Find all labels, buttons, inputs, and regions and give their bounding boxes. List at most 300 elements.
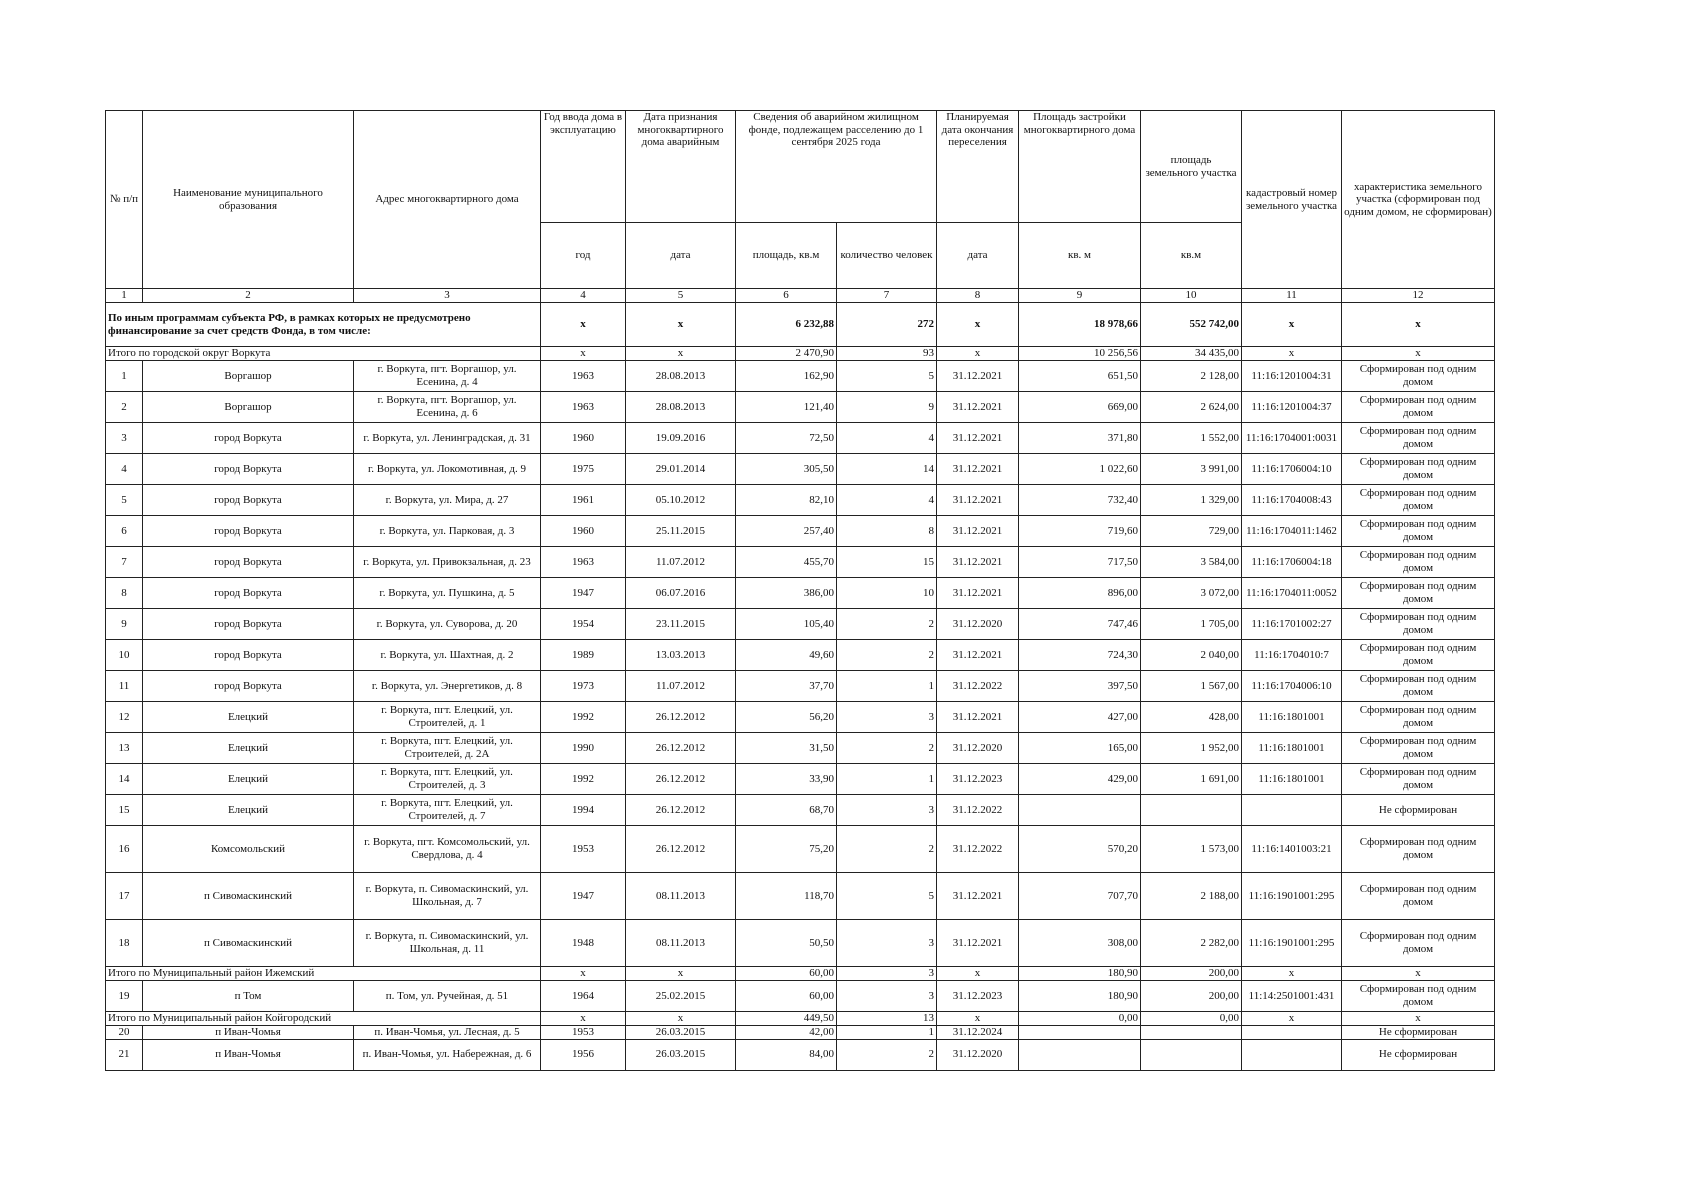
col-number: 4 [541, 289, 626, 303]
row-plan: 31.12.2021 [937, 516, 1019, 547]
row-build-area: 180,90 [1019, 981, 1141, 1012]
group-year: х [541, 967, 626, 981]
group-total-label: Итого по Муниципальный район Ижемский [106, 967, 541, 981]
row-build-area: 570,20 [1019, 826, 1141, 873]
header-municipality: Наименование муниципального образования [143, 111, 354, 289]
group-land: 200,00 [1141, 967, 1242, 981]
col-number: 5 [626, 289, 736, 303]
row-land-area [1141, 1026, 1242, 1040]
row-municipality: город Воркута [143, 547, 354, 578]
row-land-area: 428,00 [1141, 702, 1242, 733]
row-people: 4 [837, 423, 937, 454]
row-build-area: 747,46 [1019, 609, 1141, 640]
row-cadastral: 11:16:1704010:7 [1242, 640, 1342, 671]
row-land-area: 2 128,00 [1141, 361, 1242, 392]
row-year: 1948 [541, 920, 626, 967]
row-area: 75,20 [736, 826, 837, 873]
row-plan: 31.12.2022 [937, 671, 1019, 702]
row-build-area: 707,70 [1019, 873, 1141, 920]
group-people: 13 [837, 1012, 937, 1026]
group-area: 2 470,90 [736, 347, 837, 361]
group-total-label: Итого по Муниципальный район Койгородский [106, 1012, 541, 1026]
row-build-area: 308,00 [1019, 920, 1141, 967]
group-build: 180,90 [1019, 967, 1141, 981]
row-characteristic: Не сформирован [1342, 795, 1495, 826]
row-year: 1947 [541, 578, 626, 609]
row-plan: 31.12.2023 [937, 981, 1019, 1012]
row-address: г. Воркута, ул. Ленинградская, д. 31 [354, 423, 541, 454]
row-land-area: 1 691,00 [1141, 764, 1242, 795]
row-number: 7 [106, 547, 143, 578]
group-plan: х [937, 1012, 1019, 1026]
row-build-area: 1 022,60 [1019, 454, 1141, 485]
row-date: 26.12.2012 [626, 733, 736, 764]
table-row [106, 485, 1495, 516]
row-plan: 31.12.2021 [937, 423, 1019, 454]
row-number: 2 [106, 392, 143, 423]
col-number: 1 [106, 289, 143, 303]
row-cadastral: 11:16:1201004:31 [1242, 361, 1342, 392]
row-characteristic: Сформирован под одним домом [1342, 516, 1495, 547]
row-cadastral [1242, 1026, 1342, 1040]
header-num: № п/п [106, 111, 143, 289]
table-row [106, 392, 1495, 423]
table-row [106, 609, 1495, 640]
row-plan: 31.12.2021 [937, 361, 1019, 392]
table-row [106, 702, 1495, 733]
row-date: 26.12.2012 [626, 702, 736, 733]
row-land-area: 200,00 [1141, 981, 1242, 1012]
row-people: 3 [837, 920, 937, 967]
col-number: 12 [1342, 289, 1495, 303]
row-area: 49,60 [736, 640, 837, 671]
row-municipality: Воргашор [143, 392, 354, 423]
group-plan: х [937, 967, 1019, 981]
row-address: г. Воркута, пгт. Воргашор, ул. Есенина, д. 6 [354, 392, 541, 423]
row-plan: 31.12.2022 [937, 795, 1019, 826]
row-area: 31,50 [736, 733, 837, 764]
total-area: 6 232,88 [736, 303, 837, 347]
row-year: 1994 [541, 795, 626, 826]
row-date: 11.07.2012 [626, 547, 736, 578]
row-address: г. Воркута, ул. Парковая, д. 3 [354, 516, 541, 547]
row-people: 8 [837, 516, 937, 547]
table-row [106, 361, 1495, 392]
row-build-area [1019, 1026, 1141, 1040]
row-date: 23.11.2015 [626, 609, 736, 640]
row-municipality: Елецкий [143, 764, 354, 795]
row-plan: 31.12.2021 [937, 873, 1019, 920]
row-address: г. Воркута, ул. Мира, д. 27 [354, 485, 541, 516]
total-land: 552 742,00 [1141, 303, 1242, 347]
row-address: г. Воркута, ул. Энергетиков, д. 8 [354, 671, 541, 702]
row-people: 5 [837, 873, 937, 920]
row-date: 26.12.2012 [626, 826, 736, 873]
row-municipality: п Сивомаскинский [143, 920, 354, 967]
group-year: х [541, 347, 626, 361]
row-year: 1975 [541, 454, 626, 485]
row-plan: 31.12.2021 [937, 702, 1019, 733]
grand-total-row [106, 303, 1495, 347]
row-municipality: город Воркута [143, 516, 354, 547]
row-date: 19.09.2016 [626, 423, 736, 454]
row-land-area: 3 584,00 [1141, 547, 1242, 578]
row-date: 08.11.2013 [626, 920, 736, 967]
emergency-housing-table [105, 110, 1495, 1071]
row-characteristic: Сформирован под одним домом [1342, 764, 1495, 795]
row-number: 8 [106, 578, 143, 609]
row-date: 08.11.2013 [626, 873, 736, 920]
row-people: 2 [837, 640, 937, 671]
row-area: 455,70 [736, 547, 837, 578]
row-municipality: Елецкий [143, 733, 354, 764]
row-address: п. Иван-Чомья, ул. Набережная, д. 6 [354, 1039, 541, 1070]
row-characteristic: Сформирован под одним домом [1342, 640, 1495, 671]
row-plan: 31.12.2020 [937, 733, 1019, 764]
row-plan: 31.12.2024 [937, 1026, 1019, 1040]
total-characteristic: х [1342, 303, 1495, 347]
group-cadastral: х [1242, 1012, 1342, 1026]
row-land-area: 2 188,00 [1141, 873, 1242, 920]
group-cadastral: х [1242, 967, 1342, 981]
row-area: 105,40 [736, 609, 837, 640]
total-build: 18 978,66 [1019, 303, 1141, 347]
col-number: 9 [1019, 289, 1141, 303]
row-build-area: 165,00 [1019, 733, 1141, 764]
table-row [106, 640, 1495, 671]
row-address: п. Иван-Чомья, ул. Лесная, д. 5 [354, 1026, 541, 1040]
unit-date: дата [626, 223, 736, 289]
row-area: 60,00 [736, 981, 837, 1012]
row-area: 305,50 [736, 454, 837, 485]
table-row [106, 671, 1495, 702]
row-date: 26.03.2015 [626, 1026, 736, 1040]
row-land-area: 1 952,00 [1141, 733, 1242, 764]
row-year: 1963 [541, 392, 626, 423]
row-people: 2 [837, 826, 937, 873]
row-year: 1947 [541, 873, 626, 920]
grand-total-label: По иным программам субъекта РФ, в рамках которых не предусмотрено финансирование за счет средств Фонда, в том числе: [106, 303, 541, 347]
col-number: 2 [143, 289, 354, 303]
row-area: 82,10 [736, 485, 837, 516]
row-characteristic: Сформирован под одним домом [1342, 873, 1495, 920]
row-municipality: город Воркута [143, 578, 354, 609]
group-area: 449,50 [736, 1012, 837, 1026]
group-characteristic: х [1342, 347, 1495, 361]
row-build-area: 651,50 [1019, 361, 1141, 392]
row-build-area [1019, 1039, 1141, 1070]
row-build-area: 397,50 [1019, 671, 1141, 702]
group-land: 0,00 [1141, 1012, 1242, 1026]
row-cadastral: 11:16:1704011:0052 [1242, 578, 1342, 609]
row-build-area: 429,00 [1019, 764, 1141, 795]
group-characteristic: х [1342, 967, 1495, 981]
row-cadastral [1242, 795, 1342, 826]
row-cadastral: 11:16:1704011:1462 [1242, 516, 1342, 547]
total-date: х [626, 303, 736, 347]
row-plan: 31.12.2021 [937, 485, 1019, 516]
row-characteristic: Сформирован под одним домом [1342, 392, 1495, 423]
table-row [106, 423, 1495, 454]
row-address: г. Воркута, ул. Суворова, д. 20 [354, 609, 541, 640]
row-cadastral: 11:16:1701002:27 [1242, 609, 1342, 640]
row-people: 1 [837, 671, 937, 702]
row-plan: 31.12.2021 [937, 454, 1019, 485]
row-year: 1992 [541, 764, 626, 795]
row-date: 25.11.2015 [626, 516, 736, 547]
group-cadastral: х [1242, 347, 1342, 361]
row-number: 3 [106, 423, 143, 454]
table-body [106, 111, 1495, 1071]
row-date: 11.07.2012 [626, 671, 736, 702]
header-cadastral: кадастровый номер земельного участка [1242, 111, 1342, 289]
row-year: 1963 [541, 361, 626, 392]
group-characteristic: х [1342, 1012, 1495, 1026]
row-characteristic: Сформирован под одним домом [1342, 733, 1495, 764]
row-address: г. Воркута, п. Сивомаскинский, ул. Школьная, д. 7 [354, 873, 541, 920]
row-number: 20 [106, 1026, 143, 1040]
row-land-area: 3 991,00 [1141, 454, 1242, 485]
group-date: х [626, 1012, 736, 1026]
group-total-label: Итого по городской округ Воркута [106, 347, 541, 361]
row-date: 25.02.2015 [626, 981, 736, 1012]
row-characteristic: Сформирован под одним домом [1342, 826, 1495, 873]
row-date: 13.03.2013 [626, 640, 736, 671]
group-total-row [106, 347, 1495, 361]
header-row [106, 111, 1495, 223]
row-cadastral: 11:16:1401003:21 [1242, 826, 1342, 873]
row-municipality: город Воркута [143, 671, 354, 702]
row-build-area: 371,80 [1019, 423, 1141, 454]
row-year: 1960 [541, 423, 626, 454]
row-people: 2 [837, 1039, 937, 1070]
row-characteristic: Сформирован под одним домом [1342, 485, 1495, 516]
unit-kvm: кв.м [1141, 223, 1242, 289]
header-year-in: Год ввода дома в эксплуатацию [541, 111, 626, 223]
col-number: 7 [837, 289, 937, 303]
row-year: 1992 [541, 702, 626, 733]
row-cadastral: 11:16:1704008:43 [1242, 485, 1342, 516]
row-date: 29.01.2014 [626, 454, 736, 485]
group-land: 34 435,00 [1141, 347, 1242, 361]
row-date: 26.03.2015 [626, 1039, 736, 1070]
row-date: 28.08.2013 [626, 392, 736, 423]
row-people: 14 [837, 454, 937, 485]
row-year: 1961 [541, 485, 626, 516]
row-number: 9 [106, 609, 143, 640]
row-cadastral: 11:16:1706004:18 [1242, 547, 1342, 578]
table-row [106, 1039, 1495, 1070]
table-row [106, 795, 1495, 826]
row-plan: 31.12.2021 [937, 392, 1019, 423]
group-plan: х [937, 347, 1019, 361]
total-people: 272 [837, 303, 937, 347]
group-year: х [541, 1012, 626, 1026]
table-row [106, 578, 1495, 609]
row-year: 1989 [541, 640, 626, 671]
row-area: 118,70 [736, 873, 837, 920]
row-land-area: 729,00 [1141, 516, 1242, 547]
row-people: 3 [837, 795, 937, 826]
row-cadastral: 11:14:2501001:431 [1242, 981, 1342, 1012]
row-cadastral: 11:16:1201004:37 [1242, 392, 1342, 423]
row-date: 05.10.2012 [626, 485, 736, 516]
row-land-area [1141, 1039, 1242, 1070]
row-area: 37,70 [736, 671, 837, 702]
row-plan: 31.12.2021 [937, 640, 1019, 671]
row-characteristic: Сформирован под одним домом [1342, 981, 1495, 1012]
col-number: 8 [937, 289, 1019, 303]
row-people: 5 [837, 361, 937, 392]
row-area: 257,40 [736, 516, 837, 547]
row-number: 19 [106, 981, 143, 1012]
row-date: 28.08.2013 [626, 361, 736, 392]
group-total-row [106, 967, 1495, 981]
row-cadastral: 11:16:1801001 [1242, 764, 1342, 795]
row-year: 1956 [541, 1039, 626, 1070]
row-people: 3 [837, 702, 937, 733]
row-year: 1953 [541, 826, 626, 873]
row-build-area: 427,00 [1019, 702, 1141, 733]
row-number: 21 [106, 1039, 143, 1070]
row-municipality: Елецкий [143, 702, 354, 733]
row-date: 06.07.2016 [626, 578, 736, 609]
row-area: 68,70 [736, 795, 837, 826]
row-number: 12 [106, 702, 143, 733]
row-municipality: город Воркута [143, 423, 354, 454]
row-year: 1954 [541, 609, 626, 640]
row-people: 2 [837, 733, 937, 764]
row-number: 1 [106, 361, 143, 392]
row-number: 5 [106, 485, 143, 516]
total-plan: х [937, 303, 1019, 347]
row-build-area: 719,60 [1019, 516, 1141, 547]
header-land-characteristic: характеристика земельного участка (сформирован под одним домом, не сформирован) [1342, 111, 1495, 289]
row-municipality: п Сивомаскинский [143, 873, 354, 920]
row-cadastral: 11:16:1706004:10 [1242, 454, 1342, 485]
row-characteristic: Сформирован под одним домом [1342, 454, 1495, 485]
unit-people: количество человек [837, 223, 937, 289]
header-build-area: Площадь застройки многоквартирного дома [1019, 111, 1141, 223]
row-number: 4 [106, 454, 143, 485]
row-characteristic: Сформирован под одним домом [1342, 702, 1495, 733]
col-number: 10 [1141, 289, 1242, 303]
unit-year: год [541, 223, 626, 289]
row-number: 10 [106, 640, 143, 671]
row-area: 50,50 [736, 920, 837, 967]
row-address: г. Воркута, пгт. Елецкий, ул. Строителей, д. 3 [354, 764, 541, 795]
row-number: 16 [106, 826, 143, 873]
row-people: 9 [837, 392, 937, 423]
row-municipality: город Воркута [143, 485, 354, 516]
row-land-area: 2 624,00 [1141, 392, 1242, 423]
row-cadastral: 11:16:1801001 [1242, 702, 1342, 733]
table-row [106, 873, 1495, 920]
table-row [106, 733, 1495, 764]
row-build-area: 724,30 [1019, 640, 1141, 671]
header-land-area: площадь земельного участка [1141, 111, 1242, 223]
row-cadastral: 11:16:1704006:10 [1242, 671, 1342, 702]
row-year: 1953 [541, 1026, 626, 1040]
row-area: 121,40 [736, 392, 837, 423]
unit-date2: дата [937, 223, 1019, 289]
row-area: 386,00 [736, 578, 837, 609]
row-year: 1973 [541, 671, 626, 702]
table-row [106, 920, 1495, 967]
table-row [106, 547, 1495, 578]
row-date: 26.12.2012 [626, 764, 736, 795]
row-address: г. Воркута, пгт. Елецкий, ул. Строителей, д. 2А [354, 733, 541, 764]
row-area: 56,20 [736, 702, 837, 733]
row-people: 15 [837, 547, 937, 578]
row-characteristic: Сформирован под одним домом [1342, 547, 1495, 578]
row-cadastral: 11:16:1901001:295 [1242, 873, 1342, 920]
row-cadastral: 11:16:1704001:0031 [1242, 423, 1342, 454]
row-land-area: 1 705,00 [1141, 609, 1242, 640]
row-address: г. Воркута, ул. Пушкина, д. 5 [354, 578, 541, 609]
row-people: 2 [837, 609, 937, 640]
row-plan: 31.12.2020 [937, 609, 1019, 640]
header-planned-date: Планируемая дата окончания переселения [937, 111, 1019, 223]
row-number: 15 [106, 795, 143, 826]
table-row [106, 1026, 1495, 1040]
row-municipality: город Воркута [143, 454, 354, 485]
row-plan: 31.12.2020 [937, 1039, 1019, 1070]
row-number: 13 [106, 733, 143, 764]
group-date: х [626, 967, 736, 981]
row-land-area: 1 567,00 [1141, 671, 1242, 702]
row-people: 1 [837, 1026, 937, 1040]
col-number: 6 [736, 289, 837, 303]
column-number-row [106, 289, 1495, 303]
row-address: г. Воркута, ул. Шахтная, д. 2 [354, 640, 541, 671]
row-characteristic: Сформирован под одним домом [1342, 361, 1495, 392]
header-address: Адрес многоквартирного дома [354, 111, 541, 289]
row-build-area [1019, 795, 1141, 826]
row-address: г. Воркута, пгт. Комсомольский, ул. Свердлова, д. 4 [354, 826, 541, 873]
row-people: 3 [837, 981, 937, 1012]
row-year: 1963 [541, 547, 626, 578]
row-land-area [1141, 795, 1242, 826]
row-address: г. Воркута, пгт. Елецкий, ул. Строителей, д. 7 [354, 795, 541, 826]
row-municipality: п Иван-Чомья [143, 1039, 354, 1070]
group-build: 10 256,56 [1019, 347, 1141, 361]
row-people: 4 [837, 485, 937, 516]
row-cadastral: 11:16:1901001:295 [1242, 920, 1342, 967]
group-people: 3 [837, 967, 937, 981]
row-municipality: Елецкий [143, 795, 354, 826]
table-row [106, 826, 1495, 873]
row-characteristic: Сформирован под одним домом [1342, 578, 1495, 609]
col-number: 3 [354, 289, 541, 303]
row-address: г. Воркута, пгт. Елецкий, ул. Строителей, д. 1 [354, 702, 541, 733]
total-cadastral: х [1242, 303, 1342, 347]
group-area: 60,00 [736, 967, 837, 981]
unit-area: площадь, кв.м [736, 223, 837, 289]
group-total-row [106, 1012, 1495, 1026]
row-year: 1990 [541, 733, 626, 764]
row-build-area: 669,00 [1019, 392, 1141, 423]
total-year: х [541, 303, 626, 347]
row-characteristic: Сформирован под одним домом [1342, 920, 1495, 967]
row-number: 11 [106, 671, 143, 702]
header-housing-info: Сведения об аварийном жилищном фонде, подлежащем расселению до 1 сентября 2025 года [736, 111, 937, 223]
row-address: г. Воркута, пгт. Воргашор, ул. Есенина, д. 4 [354, 361, 541, 392]
row-area: 162,90 [736, 361, 837, 392]
row-number: 14 [106, 764, 143, 795]
row-plan: 31.12.2021 [937, 920, 1019, 967]
row-people: 10 [837, 578, 937, 609]
